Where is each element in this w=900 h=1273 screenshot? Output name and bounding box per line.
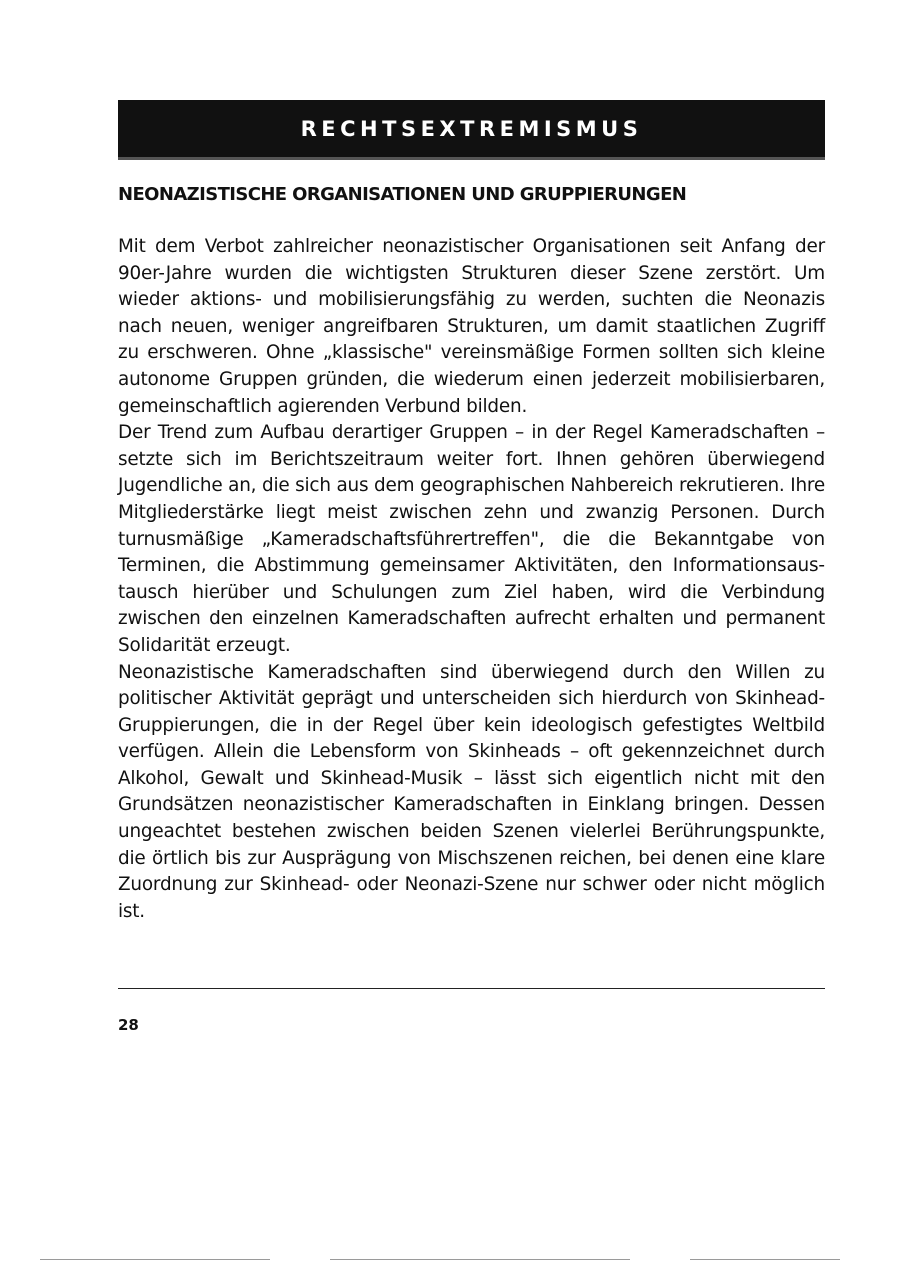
paragraph-3: Neonazistische Kameradschaften sind überwiegend durch den Willen zu politischer Aktivität geprägt und unterscheiden sich hierdurch von Skinhead-Gruppierungen, die in der Regel über kein ideologisch gefestigtes Weltbild verfügen. Allein die Lebensform von Skinheads – oft gekennzeichnet durch Alkohol, Gewalt und Skinhead-Musik – lässt sich eigentlich nicht mit den Grundsätzen neonazistischer Kameradschaften in Einklang bringen. Dessen ungeachtet bestehen zwischen beiden Szenen vielerlei Berührungspunkte, die örtlich bis zur Ausprägung von Mischszenen reichen, bei denen eine klare Zuordnung zur Skinhead- oder Neonazi-Szene nur schwer oder nicht möglich ist. xyxy=(118,661,825,922)
scan-artifact-line-center xyxy=(330,1259,630,1260)
page-heading: NEONAZISTISCHE ORGANISATIONEN UND GRUPPIERUNGEN xyxy=(118,184,687,205)
page-number: 28 xyxy=(118,1016,139,1034)
section-title: RECHTSEXTREMISMUS xyxy=(300,116,643,141)
paragraph-1: Mit dem Verbot zahlreicher neonazistischer Organisationen seit Anfang der 90er-Jahre wurden die wichtigsten Strukturen dieser Szene zerstört. Um wieder aktions- und mobilisierungsfähig zu werden, suchten die Neonazis nach neuen, weniger angreifbaren Strukturen, um damit staatlichen Zugriff zu erschweren. Ohne „klassische" vereinsmäßige Formen sollten sich kleine autonome Gruppen gründen, die wiederum einen jederzeit mobilisierbaren, gemeinschaftlich agierenden Verbund bilden. xyxy=(118,236,825,417)
section-banner xyxy=(118,100,825,160)
paragraph-2: Der Trend zum Aufbau derartiger Gruppen – in der Regel Kameradschaften – setzte sich im Berichtszeitraum weiter fort. Ihnen gehören überwiegend Jugendliche an, die sich aus dem geographischen Nahbereich rekrutieren. Ihre Mitgliederstärke liegt meist zwischen zehn und zwanzig Personen. Durch turnusmäßige „Kameradschaftsführertreffen", die die Bekanntgabe von Terminen, die Abstimmung gemeinsamer Aktivitäten, den Informationsaustausch hierüber und Schulungen zum Ziel haben, wird die Verbindung zwischen den einzelnen Kameradschaften aufrecht erhalten und permanent Solidarität erzeugt. xyxy=(118,422,825,656)
scan-artifact-line-right xyxy=(690,1259,840,1260)
body-text xyxy=(118,234,825,925)
scan-artifact-line-left xyxy=(40,1259,270,1260)
footer-divider xyxy=(118,988,825,989)
